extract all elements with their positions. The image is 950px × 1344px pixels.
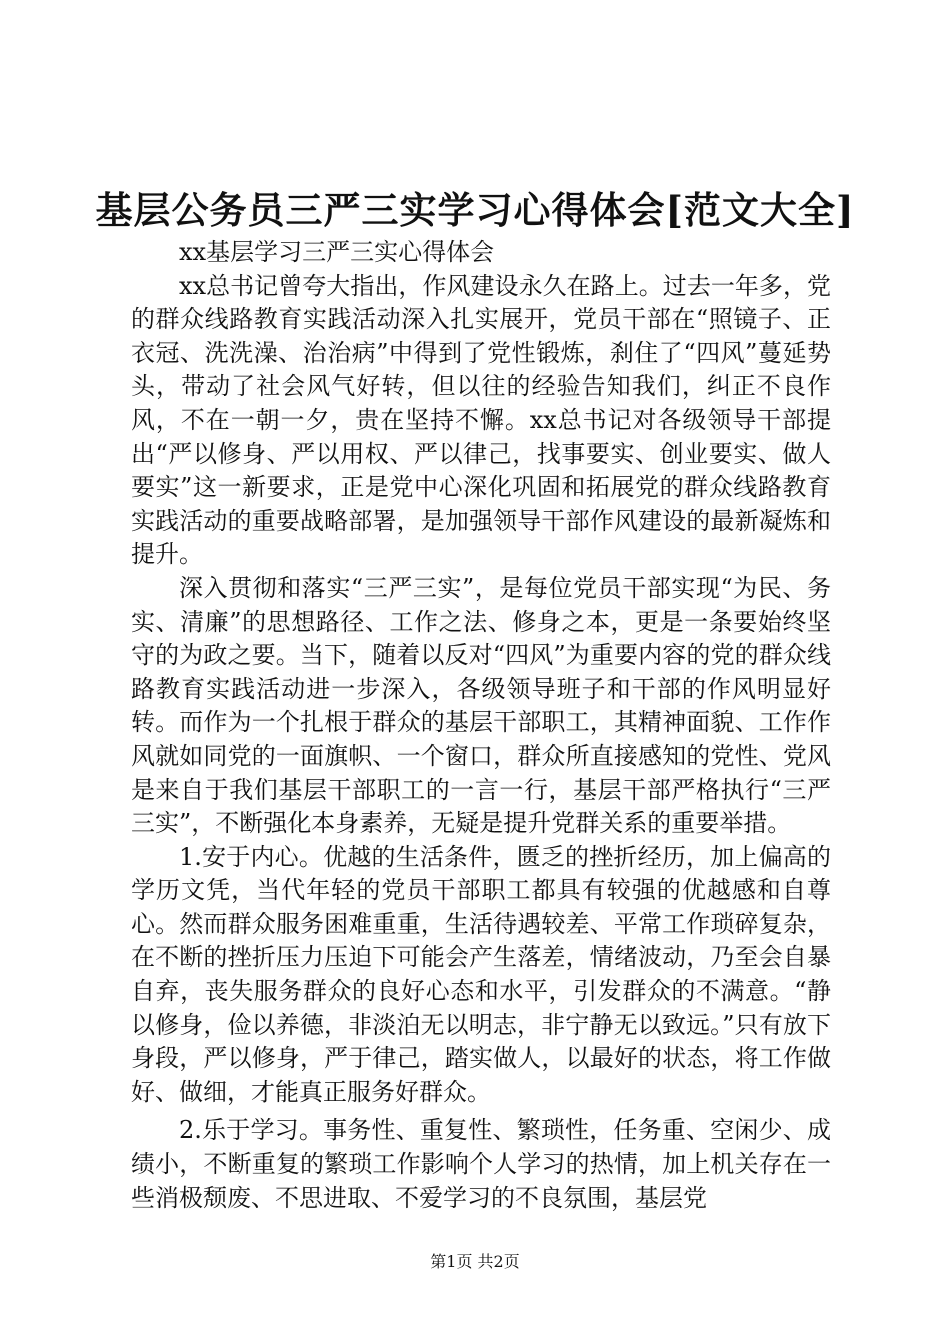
document-title: 基层公务员三严三实学习心得体会[范文大全] (95, 188, 855, 232)
document-body (131, 236, 831, 1215)
page-number-footer: 第1页 共2页 (430, 1252, 520, 1271)
paragraph-2: 深入贯彻和落实“三严三实”，是每位党员干部实现“为民、务实、清廉”的思想路径、工作之法、修身之本，更是一条要始终坚守的为政之要。当下，随着以反对“四风”为重要内容的党的群众线路教育实践活动进一步深入，各级领导班子和干部的作风明显好转。而作为一个扎根于群众的基层干部职工，其精神面貌、工作作风就如同党的一面旗帜、一个窗口，群众所直接感知的党性、党风是来自于我们基层干部职工的一言一行，基层干部严格执行“三严三实”，不断强化本身素养，无疑是提升党群关系的重要举措。 (131, 573, 831, 838)
paragraph-1: xx总书记曾夸大指出，作风建设永久在路上。过去一年多，党的群众线路教育实践活动深入扎实展开，党员干部在“照镜子、正衣冠、洗洗澡、治治病”中得到了党性锻炼，刹住了“四风”蔓延势头，带动了社会风气好转，但以往的经验告知我们，纠正不良作风，不在一朝一夕，贵在坚持不懈。xx总书记对各级领导干部提出“严以修身、严以用权、严以律己，找事要实、创业要实、做人要实”这一新要求，正是党中心深化巩固和拓展党的群众线路教育实践活动的重要战略部署，是加强领导干部作风建设的最新凝炼和提升。 (131, 271, 831, 569)
paragraph-3: 1.安于内心。优越的生活条件，匮乏的挫折经历，加上偏高的学历文凭，当代年轻的党员干部职工都具有较强的优越感和自尊心。然而群众服务困难重重，生活待遇较差、平常工作琐碎复杂，在不断的挫折压力压迫下可能会产生落差，情绪波动，乃至会自暴自弃，丧失服务群众的良好心态和水平，引发群众的不满意。“静以修身，俭以养德，非淡泊无以明志，非宁静无以致远。”只有放下身段，严以修身，严于律己，踏实做人，以最好的状态，将工作做好、做细，才能真正服务好群众。 (131, 842, 831, 1106)
document-subtitle: xx基层学习三严三实心得体会 (179, 238, 495, 266)
paragraph-4: 2.乐于学习。事务性、重复性、繁琐性，任务重、空闲少、成绩小，不断重复的繁琐工作影响个人学习的热情，加上机关存在一些消极颓废、不思进取、不爱学习的不良氛围，基层党 (131, 1116, 831, 1212)
